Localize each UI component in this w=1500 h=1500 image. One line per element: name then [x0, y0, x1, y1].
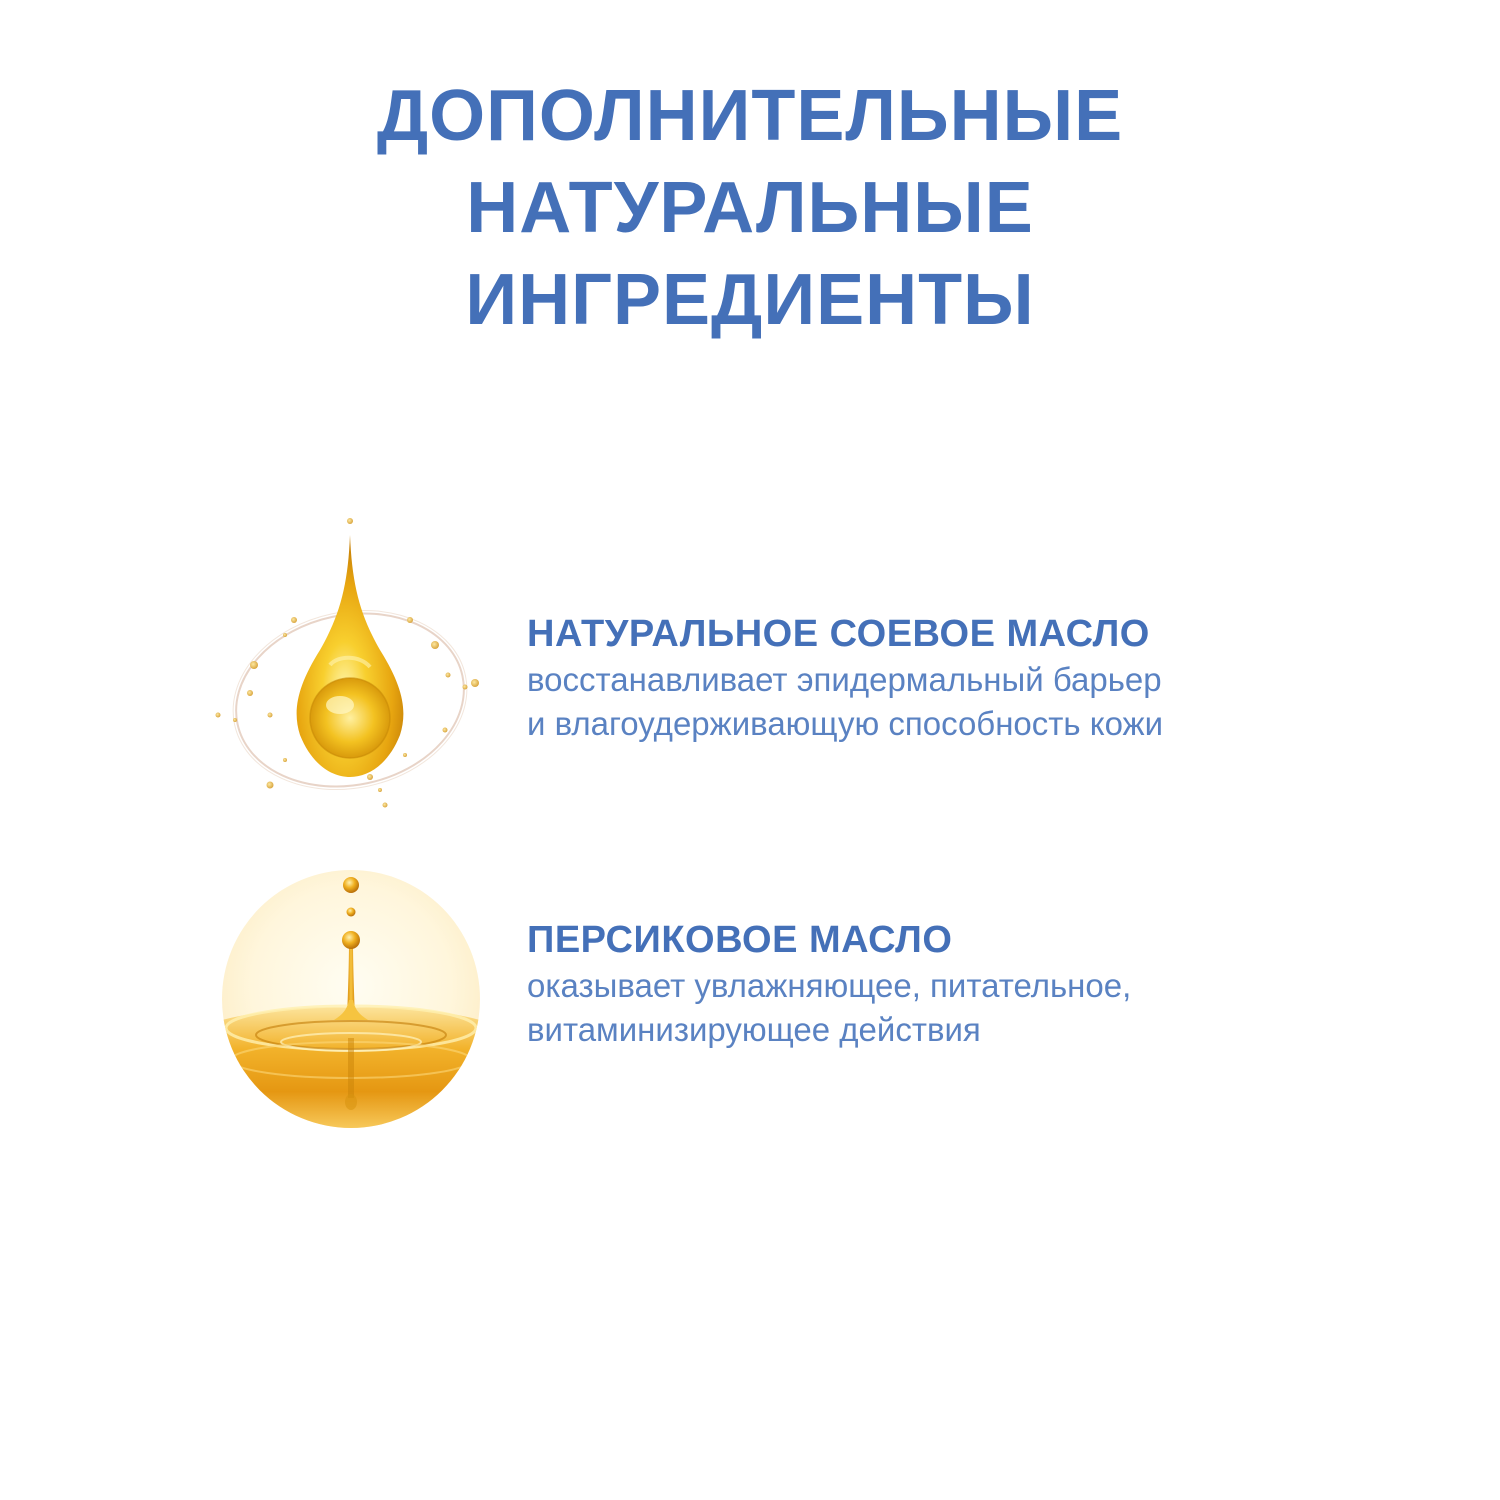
ingredient-peach-oil [0, 870, 1500, 1130]
page-title [0, 70, 1500, 346]
description-line: витаминизирующее действия [527, 1011, 981, 1048]
ingredient-soy-oil [0, 515, 1500, 815]
ingredient-text [527, 918, 1427, 1052]
description-line: восстанавливает эпидермальный барьер [527, 661, 1162, 698]
title-line: ИНГРЕДИЕНТЫ [465, 260, 1035, 340]
oil-splash-icon [222, 870, 480, 1128]
oil-drop-icon [210, 515, 490, 815]
ingredient-description [527, 964, 1427, 1052]
description-line: оказывает увлажняющее, питательное, [527, 967, 1132, 1004]
ingredient-name: НАТУРАЛЬНОЕ СОЕВОЕ МАСЛО [527, 613, 1150, 655]
title-line: НАТУРАЛЬНЫЕ [466, 168, 1034, 248]
ingredient-text [527, 612, 1427, 746]
ingredient-description [527, 658, 1427, 746]
ingredient-name: ПЕРСИКОВОЕ МАСЛО [527, 919, 953, 961]
description-line: и влагоудерживающую способность кожи [527, 705, 1164, 742]
title-line: ДОПОЛНИТЕЛЬНЫЕ [376, 76, 1124, 156]
